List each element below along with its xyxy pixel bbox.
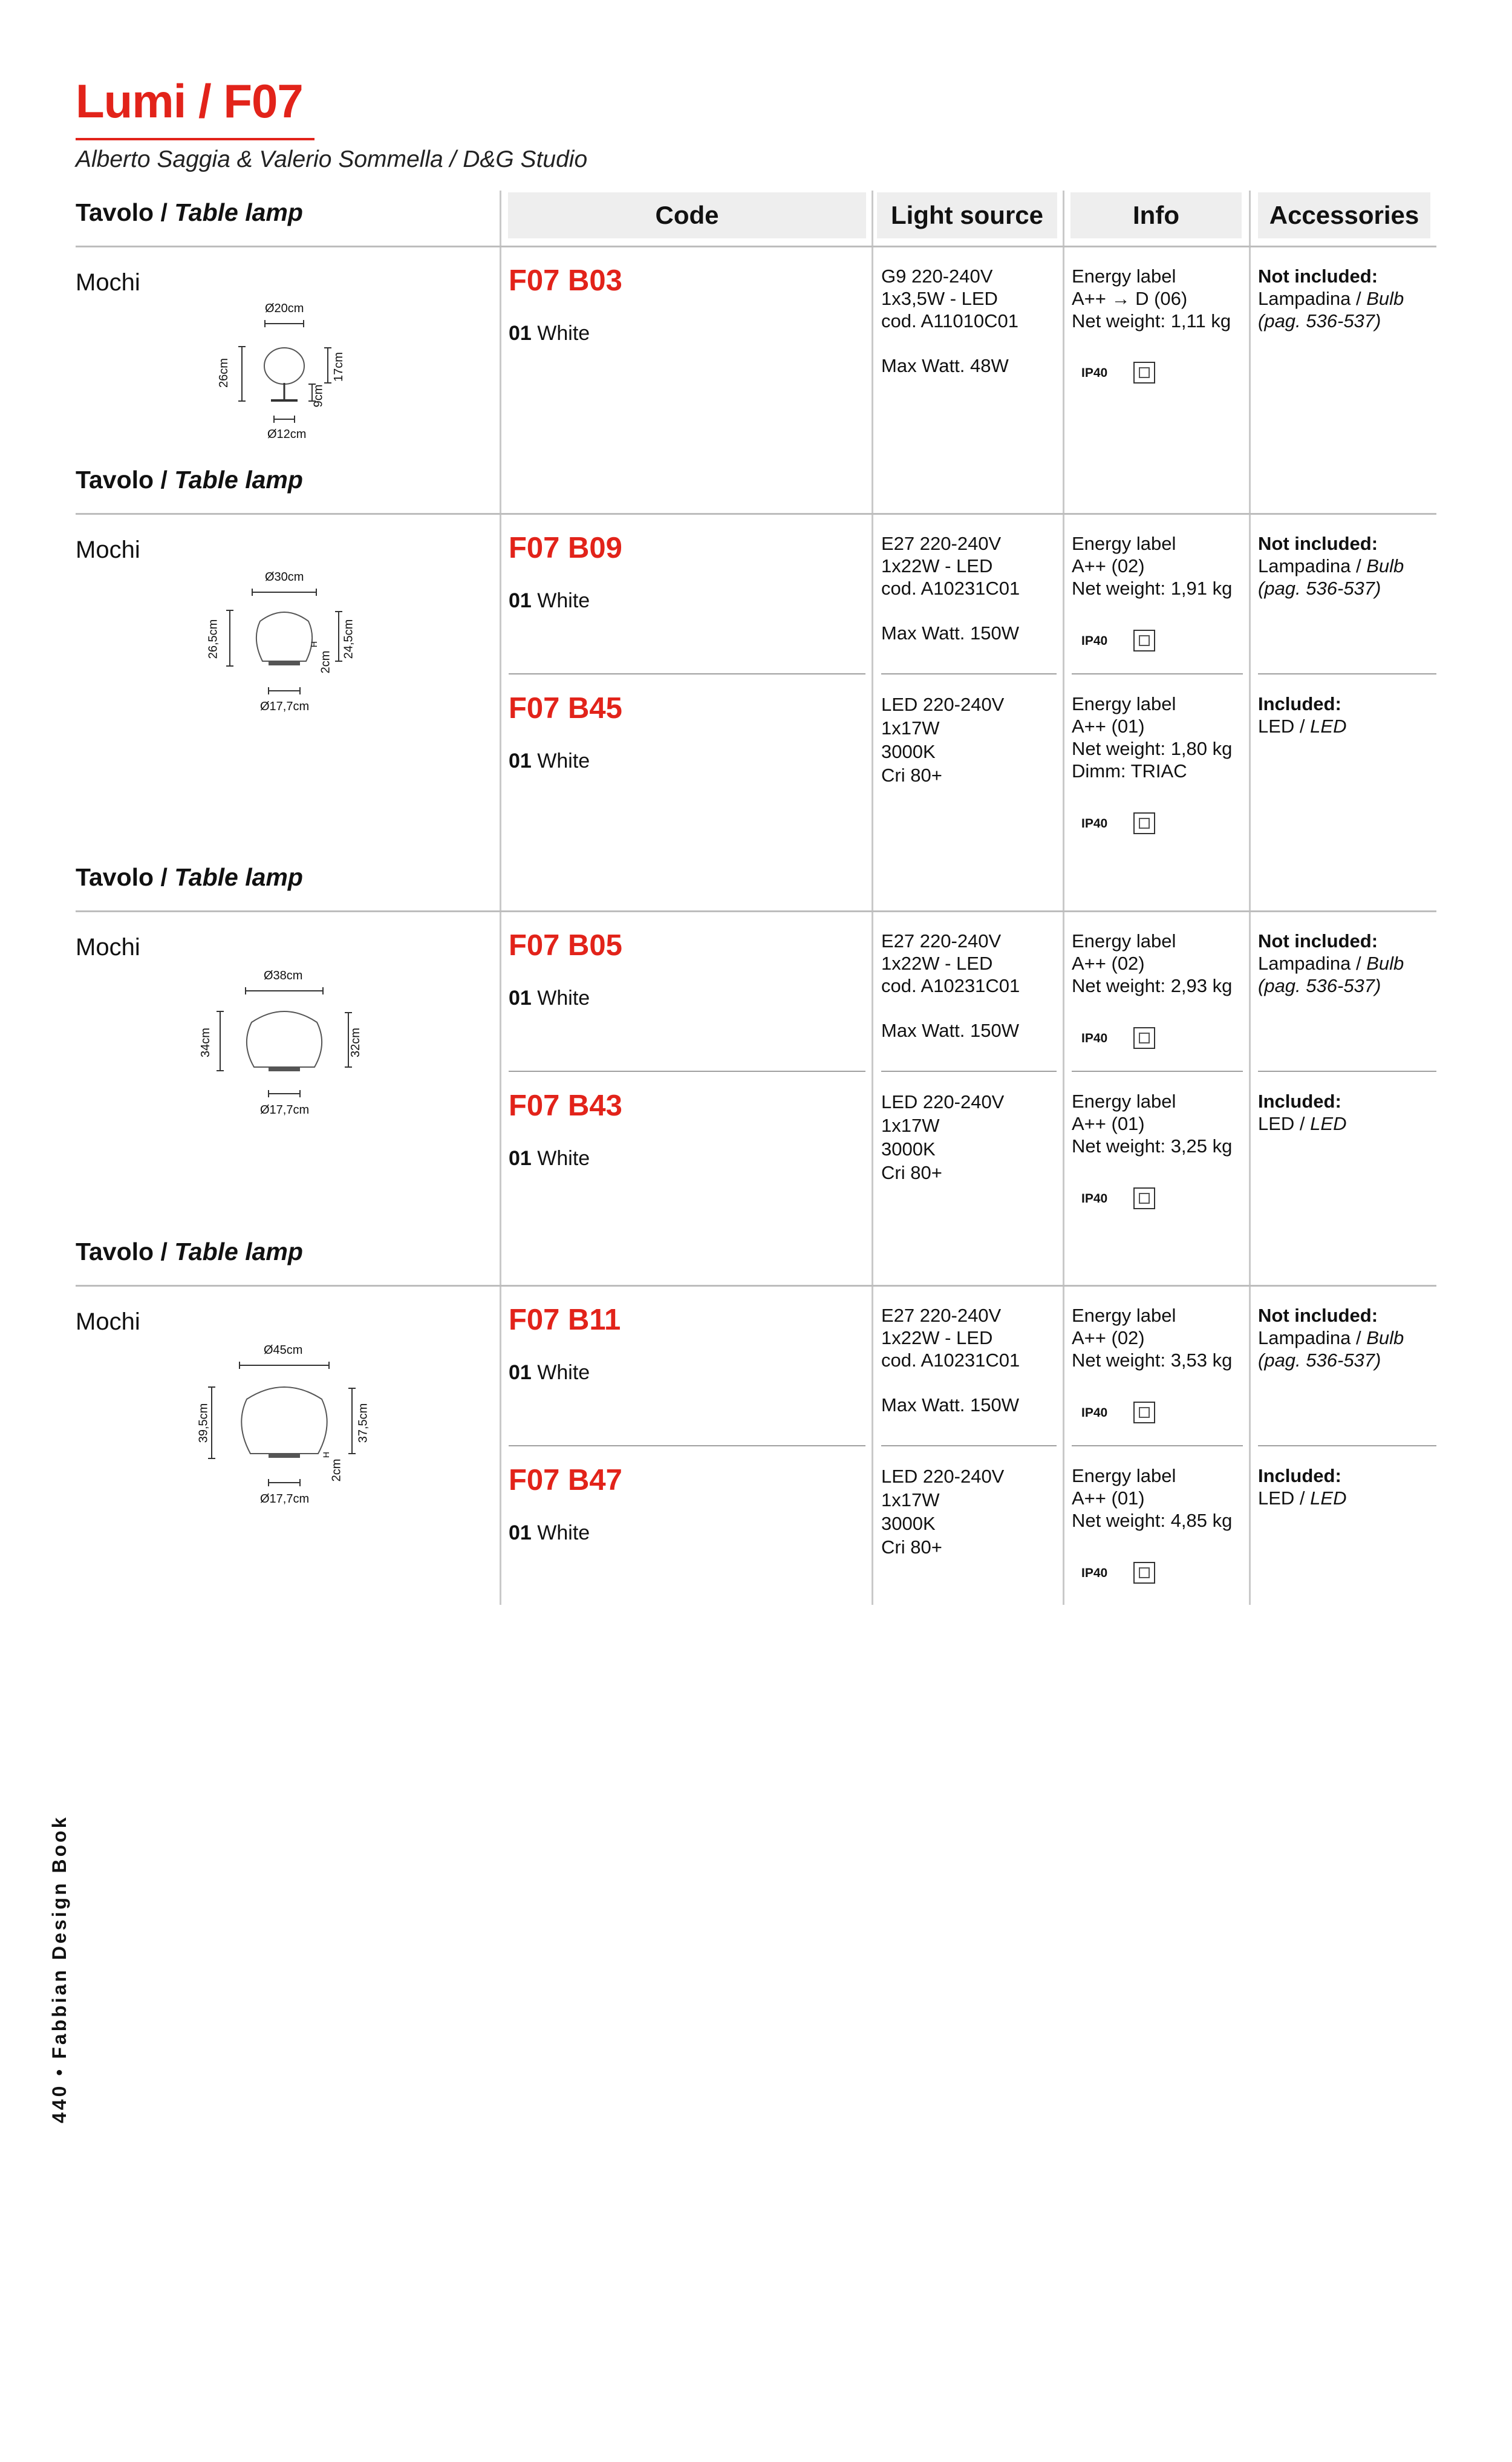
dim-base: Ø17,7cm xyxy=(260,700,310,713)
dim-shade: 17cm xyxy=(331,352,345,382)
lamp-drawing-small xyxy=(194,299,375,445)
accessories-cell: Not included: Lampadina / Bulb (pag. 536-537) xyxy=(1258,930,1404,996)
finish: 01 White xyxy=(509,322,590,345)
column-header-info: Info xyxy=(1070,192,1242,238)
dim-shade: 32cm xyxy=(348,1028,362,1057)
accessories-cell: Not included: Lampadina / Bulb (pag. 536-537) xyxy=(1258,266,1404,331)
row-divider xyxy=(76,910,1436,912)
info-cell: Energy label A++ (02) Net weight: 2,93 kg xyxy=(1072,930,1233,996)
ip-rating: IP40 xyxy=(1081,1192,1108,1206)
column-divider xyxy=(1063,191,1064,1605)
lamp-silhouette xyxy=(194,1339,375,1514)
variant-divider xyxy=(881,1445,1057,1446)
ip-class-icon xyxy=(1133,1402,1155,1423)
variant-divider xyxy=(1072,1445,1243,1446)
dim-h-marker: H xyxy=(309,641,319,648)
ip-rating: IP40 xyxy=(1081,817,1108,831)
product-code: F07 B43 xyxy=(509,1089,622,1122)
light-source-cell: E27 220-240V 1x22W - LED cod. A10231C01 Max Watt. 150W xyxy=(881,930,1020,1041)
section-label-1: Tavolo / Table lamp xyxy=(76,466,303,494)
accessories-cell: Not included: Lampadina / Bulb (pag. 536-537) xyxy=(1258,533,1404,599)
lamp-drawing-large xyxy=(194,964,375,1122)
column-header-light-source: Light source xyxy=(877,192,1057,238)
variant-divider xyxy=(1072,673,1243,674)
accessories-cell: Included: LED / LED xyxy=(1258,693,1347,737)
product-code: F07 B09 xyxy=(509,532,622,564)
variant-divider xyxy=(881,673,1057,674)
finish: 01 White xyxy=(509,749,590,772)
light-source-cell: E27 220-240V 1x22W - LED cod. A10231C01 Max Watt. 150W xyxy=(881,533,1020,644)
finish: 01 White xyxy=(509,1521,590,1544)
light-source-cell: LED 220-240V 1x17W 3000K Cri 80+ xyxy=(881,1466,1005,1558)
column-divider xyxy=(1249,191,1251,1605)
ip-rating: IP40 xyxy=(1081,634,1108,648)
ip-rating: IP40 xyxy=(1081,1031,1108,1045)
light-source-cell: LED 220-240V 1x17W 3000K Cri 80+ xyxy=(881,694,1005,786)
variant-divider xyxy=(509,1071,865,1072)
variant-divider xyxy=(1072,1071,1243,1072)
row-divider xyxy=(76,513,1436,515)
column-divider xyxy=(500,191,501,1605)
dim-base-height: 2cm xyxy=(330,1458,344,1482)
finish: 01 White xyxy=(509,987,590,1010)
ip-class-icon xyxy=(1133,1562,1155,1584)
row-divider xyxy=(76,1285,1436,1287)
info-cell: Energy label A++ (01) Net weight: 1,80 kg Dimm: TRIAC xyxy=(1072,693,1233,782)
ip-class-icon xyxy=(1133,812,1155,834)
lamp-drawing-xlarge xyxy=(194,1339,375,1514)
ip-class-icon xyxy=(1133,630,1155,651)
page-title: Lumi / F07 xyxy=(76,74,303,128)
dim-shade: 37,5cm xyxy=(356,1403,370,1443)
finish: 01 White xyxy=(509,1361,590,1384)
product-code: F07 B47 xyxy=(509,1464,622,1497)
light-source-cell: E27 220-240V 1x22W - LED cod. A10231C01 Max Watt. 150W xyxy=(881,1305,1020,1415)
lamp-drawing-medium xyxy=(194,567,375,718)
title-underline xyxy=(76,138,314,140)
product-code: F07 B05 xyxy=(509,929,622,962)
dim-height: 26cm xyxy=(217,358,230,388)
finish: 01 White xyxy=(509,1147,590,1170)
accessories-cell: Included: LED / LED xyxy=(1258,1091,1347,1134)
dim-base-height: 2cm xyxy=(319,650,333,674)
section-label-0: Tavolo / Table lamp xyxy=(76,198,303,226)
dim-stem: 9cm xyxy=(311,384,325,408)
dim-width: Ø30cm xyxy=(265,570,304,584)
designers: Alberto Saggia & Valerio Sommella / D&G Studio xyxy=(76,146,588,172)
row-divider xyxy=(76,246,1436,247)
section-label-3: Tavolo / Table lamp xyxy=(76,1238,303,1265)
dim-height: 39,5cm xyxy=(197,1403,210,1443)
dim-height: 34cm xyxy=(198,1028,212,1057)
variant-divider xyxy=(881,1071,1057,1072)
accessories-cell: Included: LED / LED xyxy=(1258,1465,1347,1509)
ip-rating: IP40 xyxy=(1081,366,1108,380)
model-name: Mochi xyxy=(76,537,140,563)
ip-class-icon xyxy=(1133,362,1155,384)
light-source-cell: G9 220-240V 1x3,5W - LED cod. A11010C01 Max Watt. 48W xyxy=(881,266,1018,376)
column-header-accessories: Accessories xyxy=(1258,192,1430,238)
dim-shade: 24,5cm xyxy=(342,619,356,659)
light-source-cell: LED 220-240V 1x17W 3000K Cri 80+ xyxy=(881,1091,1005,1183)
column-divider xyxy=(872,191,873,1605)
variant-divider xyxy=(1258,673,1436,674)
dim-height: 26,5cm xyxy=(206,619,220,659)
product-code: F07 B11 xyxy=(509,1304,621,1336)
dim-base: Ø17,7cm xyxy=(260,1492,310,1506)
dim-base: Ø12cm xyxy=(267,428,307,441)
model-name: Mochi xyxy=(76,934,140,961)
info-cell: Energy label A++ → D (06) Net weight: 1,11 kg xyxy=(1072,266,1231,331)
info-cell: Energy label A++ (01) Net weight: 3,25 kg xyxy=(1072,1091,1233,1157)
ip-rating: IP40 xyxy=(1081,1406,1108,1420)
model-name: Mochi xyxy=(76,269,140,296)
dim-width: Ø20cm xyxy=(265,302,304,315)
ip-rating: IP40 xyxy=(1081,1566,1108,1580)
accessories-cell: Not included: Lampadina / Bulb (pag. 536-537) xyxy=(1258,1305,1404,1371)
footer-label: 440 • Fabbian Design Book xyxy=(48,1815,70,2123)
variant-divider xyxy=(509,1445,865,1446)
dim-width: Ø45cm xyxy=(264,1344,303,1357)
lamp-silhouette xyxy=(194,964,375,1122)
dim-width: Ø38cm xyxy=(264,969,303,982)
column-header-code: Code xyxy=(508,192,866,238)
variant-divider xyxy=(1258,1445,1436,1446)
footer-side xyxy=(48,1815,73,2462)
ip-class-icon xyxy=(1133,1027,1155,1049)
info-cell: Energy label A++ (01) Net weight: 4,85 kg xyxy=(1072,1465,1233,1531)
ip-class-icon xyxy=(1133,1187,1155,1209)
dim-h-marker: H xyxy=(321,1451,331,1458)
product-code: F07 B03 xyxy=(509,264,622,297)
model-name: Mochi xyxy=(76,1308,140,1335)
variant-divider xyxy=(509,673,865,674)
variant-divider xyxy=(1258,1071,1436,1072)
info-cell: Energy label A++ (02) Net weight: 3,53 kg xyxy=(1072,1305,1233,1371)
finish: 01 White xyxy=(509,589,590,612)
info-cell: Energy label A++ (02) Net weight: 1,91 kg xyxy=(1072,533,1233,599)
section-label-2: Tavolo / Table lamp xyxy=(76,863,303,891)
product-code: F07 B45 xyxy=(509,692,622,725)
dim-base: Ø17,7cm xyxy=(260,1103,310,1117)
